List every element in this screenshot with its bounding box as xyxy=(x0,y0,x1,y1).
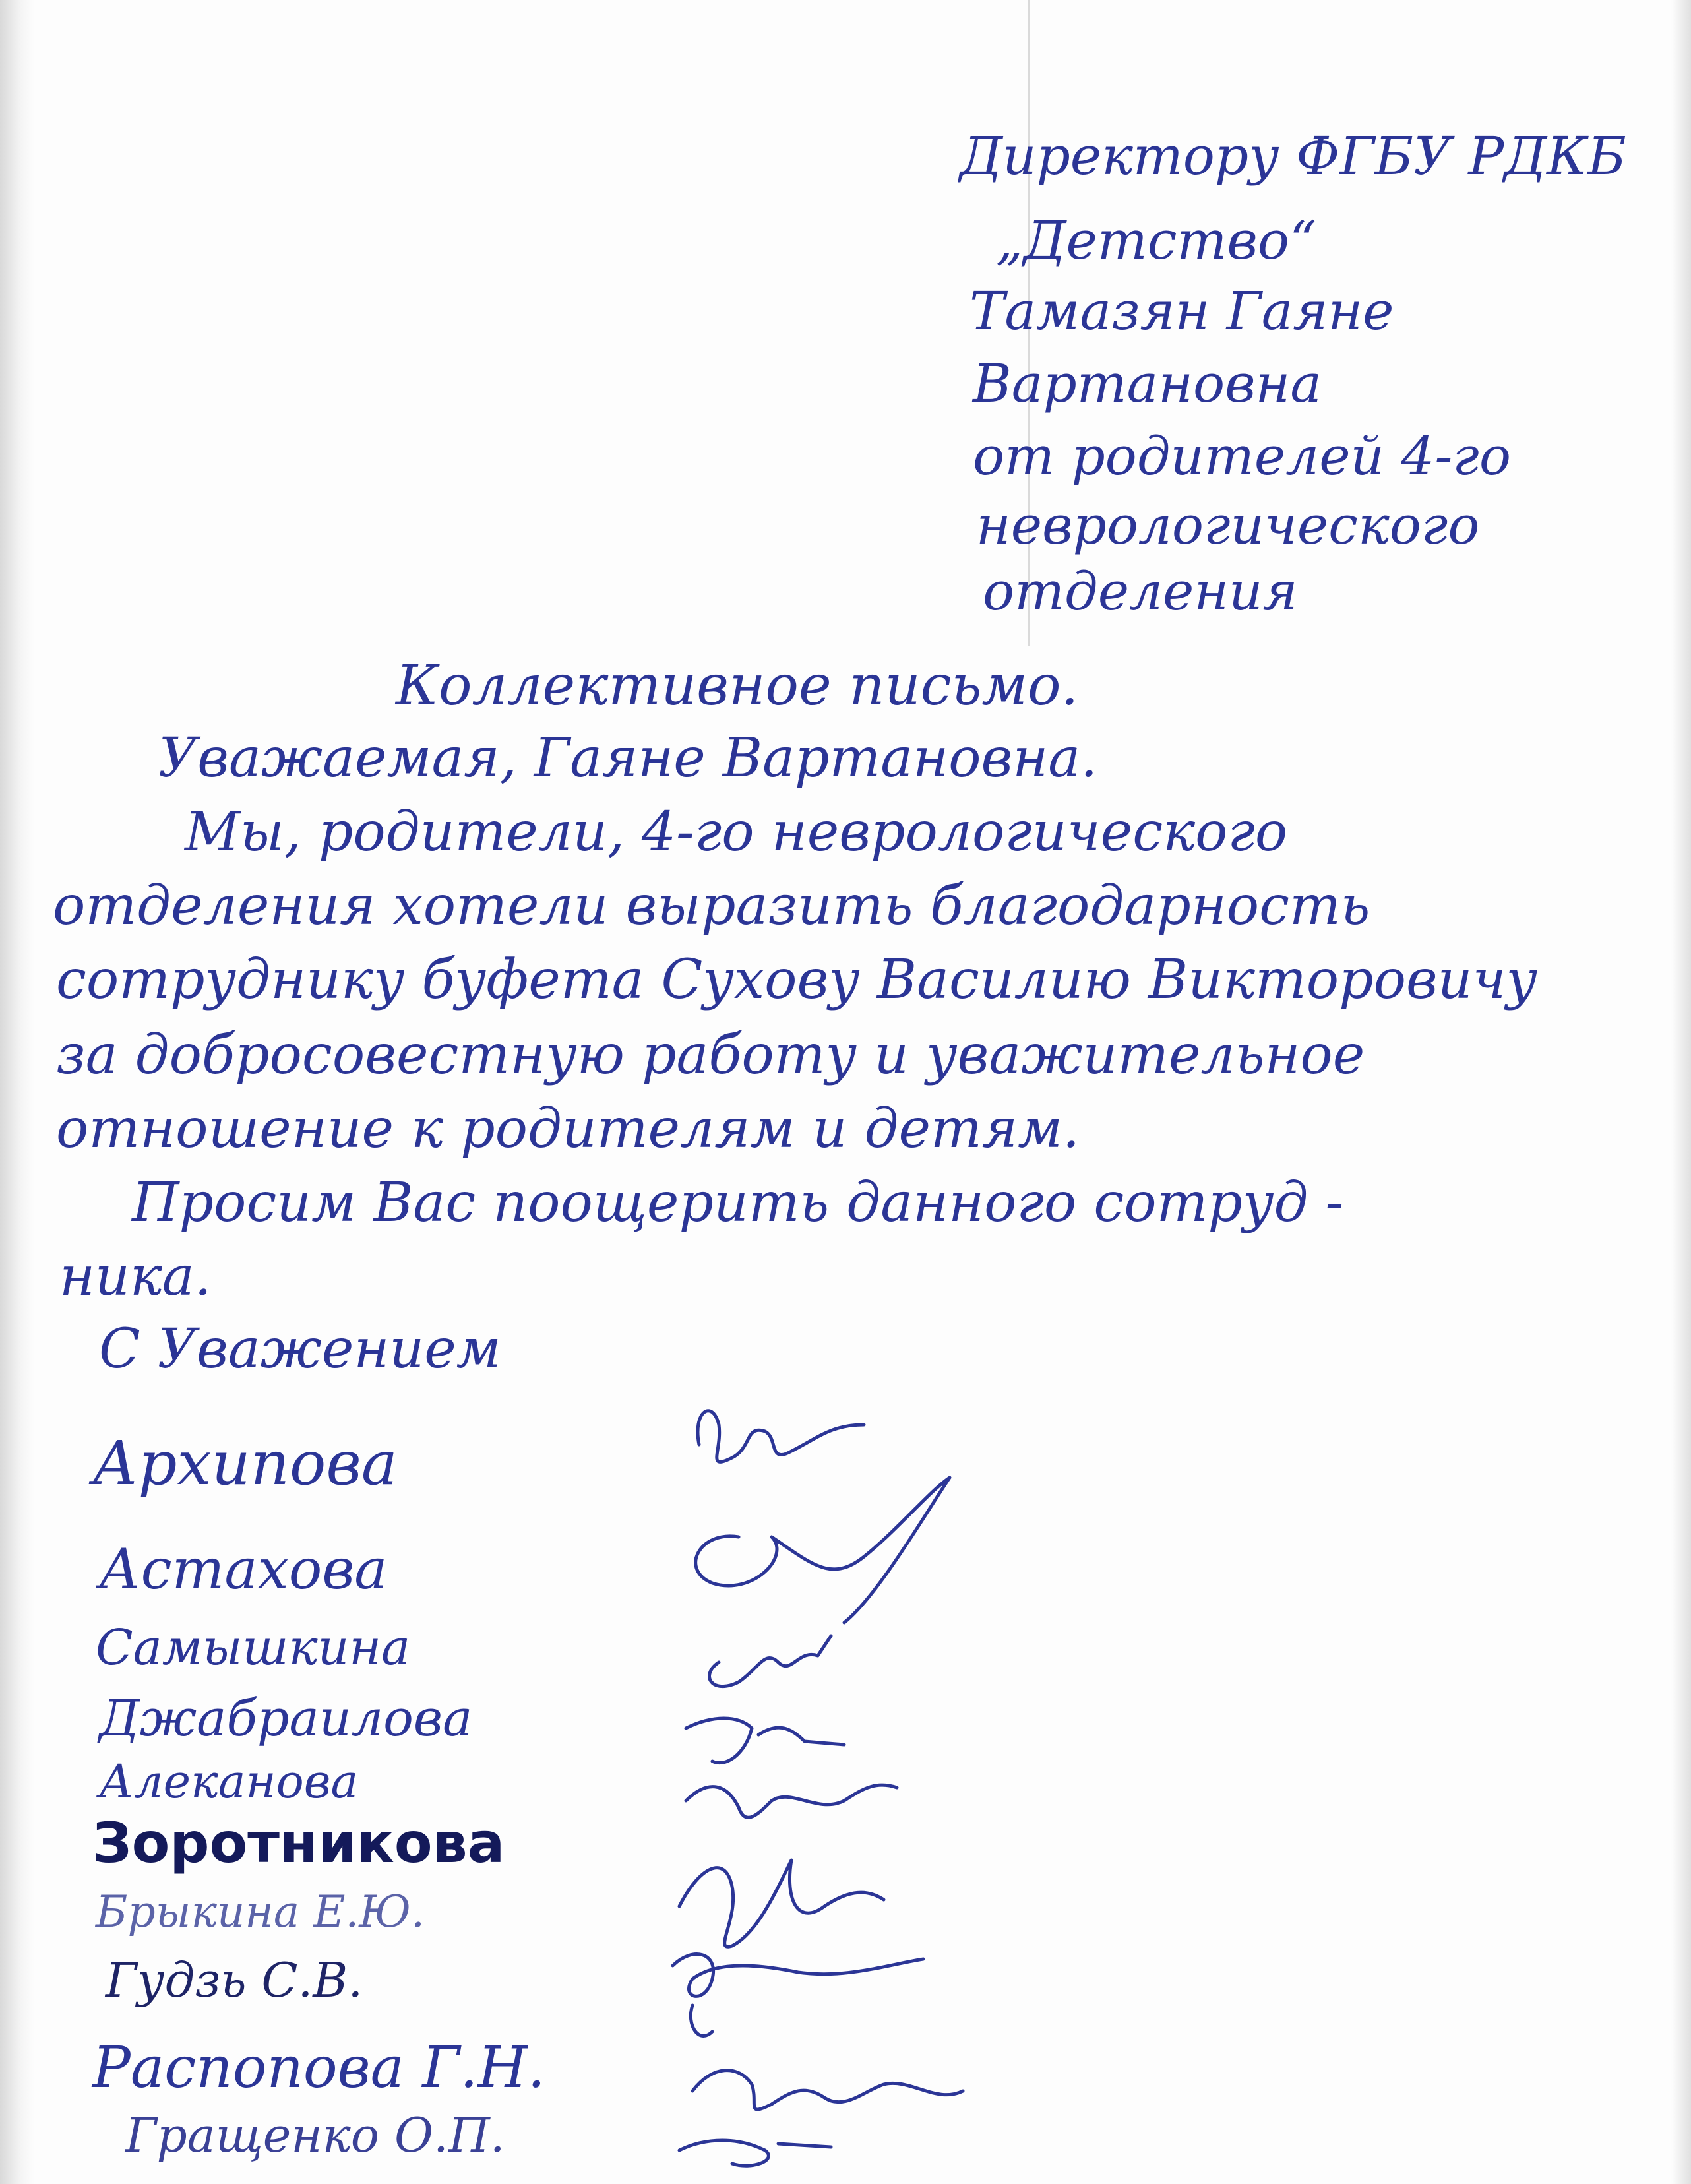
addressee-line-7: отделения xyxy=(983,561,1298,622)
signature-1 xyxy=(698,1411,864,1462)
scan-edge-left xyxy=(0,0,34,2184)
signature-7 xyxy=(673,1954,923,1997)
signatory-name: Самышкина xyxy=(96,1619,411,1676)
signature-3 xyxy=(710,1636,831,1687)
body-line-4: за добросовестную работу и уважительное xyxy=(56,1024,1365,1086)
signatory-name: Брыкина Е.Ю. xyxy=(96,1887,425,1937)
addressee-line-5: от родителей 4-го xyxy=(973,425,1512,487)
body-line-6: Просим Вас поощерить данного сотруд - xyxy=(132,1171,1344,1234)
signatory-name: Архипова xyxy=(92,1428,398,1499)
signatory-name: Астахова xyxy=(99,1537,388,1602)
signature-4 xyxy=(686,1718,844,1763)
salutation: Уважаемая, Гаяне Вартановна. xyxy=(158,727,1098,790)
body-line-2: отделения хотели выразить благодарность xyxy=(53,875,1370,937)
body-line-7: ника. xyxy=(59,1245,212,1308)
addressee-line-3: Тамазян Гаяне xyxy=(969,280,1394,342)
addressee-line-4: Вартановна xyxy=(973,353,1322,414)
body-line-5: отношение к родителям и детям. xyxy=(56,1098,1080,1160)
body-line-1: Мы, родители, 4-го неврологического xyxy=(185,801,1288,863)
signatory-name: Гудзь С.В. xyxy=(106,1952,363,2008)
signature-2 xyxy=(696,1478,950,1623)
signature-9 xyxy=(692,2071,963,2109)
addressee-line-1: Директору ФГБУ РДКБ xyxy=(960,125,1626,187)
signature-6 xyxy=(679,1860,884,1947)
addressee-line-2: „Детство“ xyxy=(996,210,1316,271)
closing: С Уважением xyxy=(99,1318,501,1381)
signatory-name: Распопова Г.Н. xyxy=(92,2035,545,2101)
signatory-name: Алеканова xyxy=(99,1755,359,1809)
handwritten-signatures xyxy=(580,1385,1108,2177)
letter-title: Коллективное письмо. xyxy=(396,653,1079,718)
scan-edge-right xyxy=(1671,0,1691,2184)
signature-5 xyxy=(686,1785,897,1817)
signature-10 xyxy=(679,2140,831,2166)
body-line-3: сотруднику буфета Сухову Василию Викторовичу xyxy=(56,949,1538,1011)
signatory-name: Зоротникова xyxy=(92,1811,505,1875)
signatory-name: Джабраилова xyxy=(99,1689,473,1747)
signatory-name: Гращенко О.П. xyxy=(125,2107,505,2163)
signature-8 xyxy=(691,2005,712,2036)
addressee-line-6: неврологического xyxy=(976,495,1480,556)
